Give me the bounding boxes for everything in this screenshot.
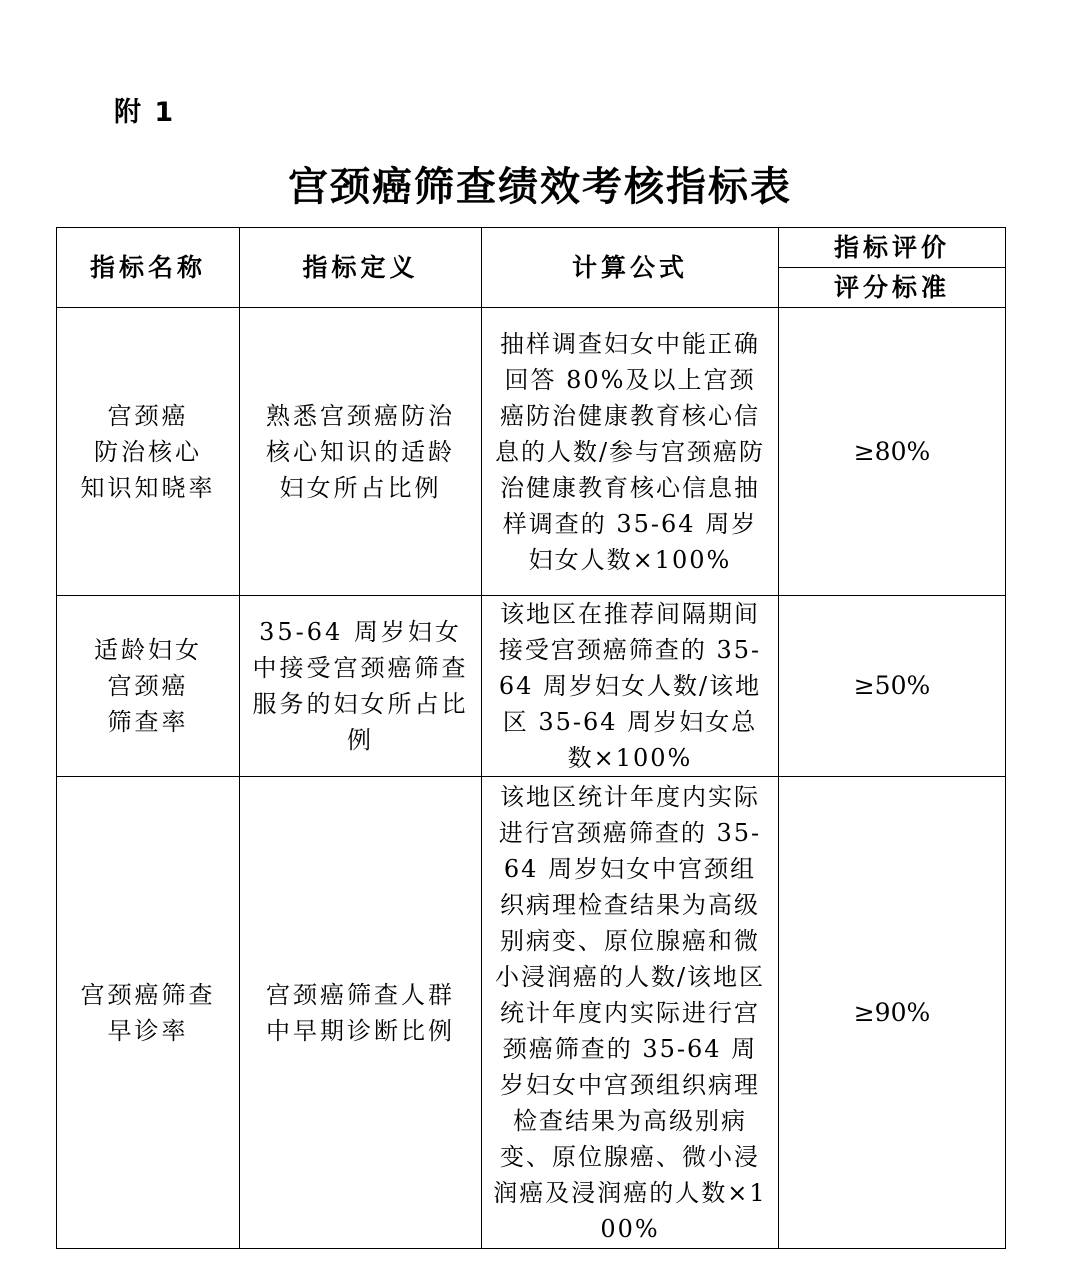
header-scoring-standard: 评分标准 (779, 268, 1006, 308)
table-row (57, 596, 1006, 777)
page-title: 宫颈癌筛查绩效考核指标表 (288, 164, 792, 210)
indicator-name-cell: 宫颈癌 防治核心 知识知晓率 (57, 308, 240, 596)
formula-cell: 该地区在推荐间隔期间接受宫颈癌筛查的 35-64 周岁妇女人数/该地区 35-64 周岁妇女总数×100% (482, 596, 779, 777)
indicator-name-cell: 宫颈癌筛查 早诊率 (57, 777, 240, 1249)
indicator-definition-cell: 宫颈癌筛查人群 中早期诊断比例 (240, 777, 482, 1249)
kpi-table (56, 227, 1006, 1249)
indicator-name-cell: 适龄妇女 宫颈癌 筛查率 (57, 596, 240, 777)
indicator-definition-cell: 35-64 周岁妇女中接受宫颈癌筛查服务的妇女所占比例 (240, 596, 482, 777)
scoring-standard-cell: ≥50% (779, 596, 1006, 777)
header-formula: 计算公式 (482, 228, 779, 308)
table-row (57, 777, 1006, 1249)
table-row (57, 308, 1006, 596)
header-indicator-name: 指标名称 (57, 228, 240, 308)
header-evaluation: 指标评价 (779, 228, 1006, 268)
formula-cell: 该地区统计年度内实际进行宫颈癌筛查的 35-64 周岁妇女中宫颈组织病理检查结果为高级别病变、原位腺癌和微小浸润癌的人数/该地区统计年度内实际进行宫颈癌筛查的 35-64 周岁妇女中宫颈组织病理检查结果为高级别病变、原位腺癌、微小浸润癌及浸润癌的人数×100% (482, 777, 779, 1249)
formula-cell: 抽样调查妇女中能正确回答 80%及以上宫颈癌防治健康教育核心信息的人数/参与宫颈癌防治健康教育核心信息抽样调查的 35-64 周岁妇女人数×100% (482, 308, 779, 596)
table-header-row (57, 228, 1006, 268)
attachment-label: 附 1 (114, 97, 176, 128)
scoring-standard-cell: ≥90% (779, 777, 1006, 1249)
header-indicator-definition: 指标定义 (240, 228, 482, 308)
indicator-definition-cell: 熟悉宫颈癌防治 核心知识的适龄 妇女所占比例 (240, 308, 482, 596)
scoring-standard-cell: ≥80% (779, 308, 1006, 596)
